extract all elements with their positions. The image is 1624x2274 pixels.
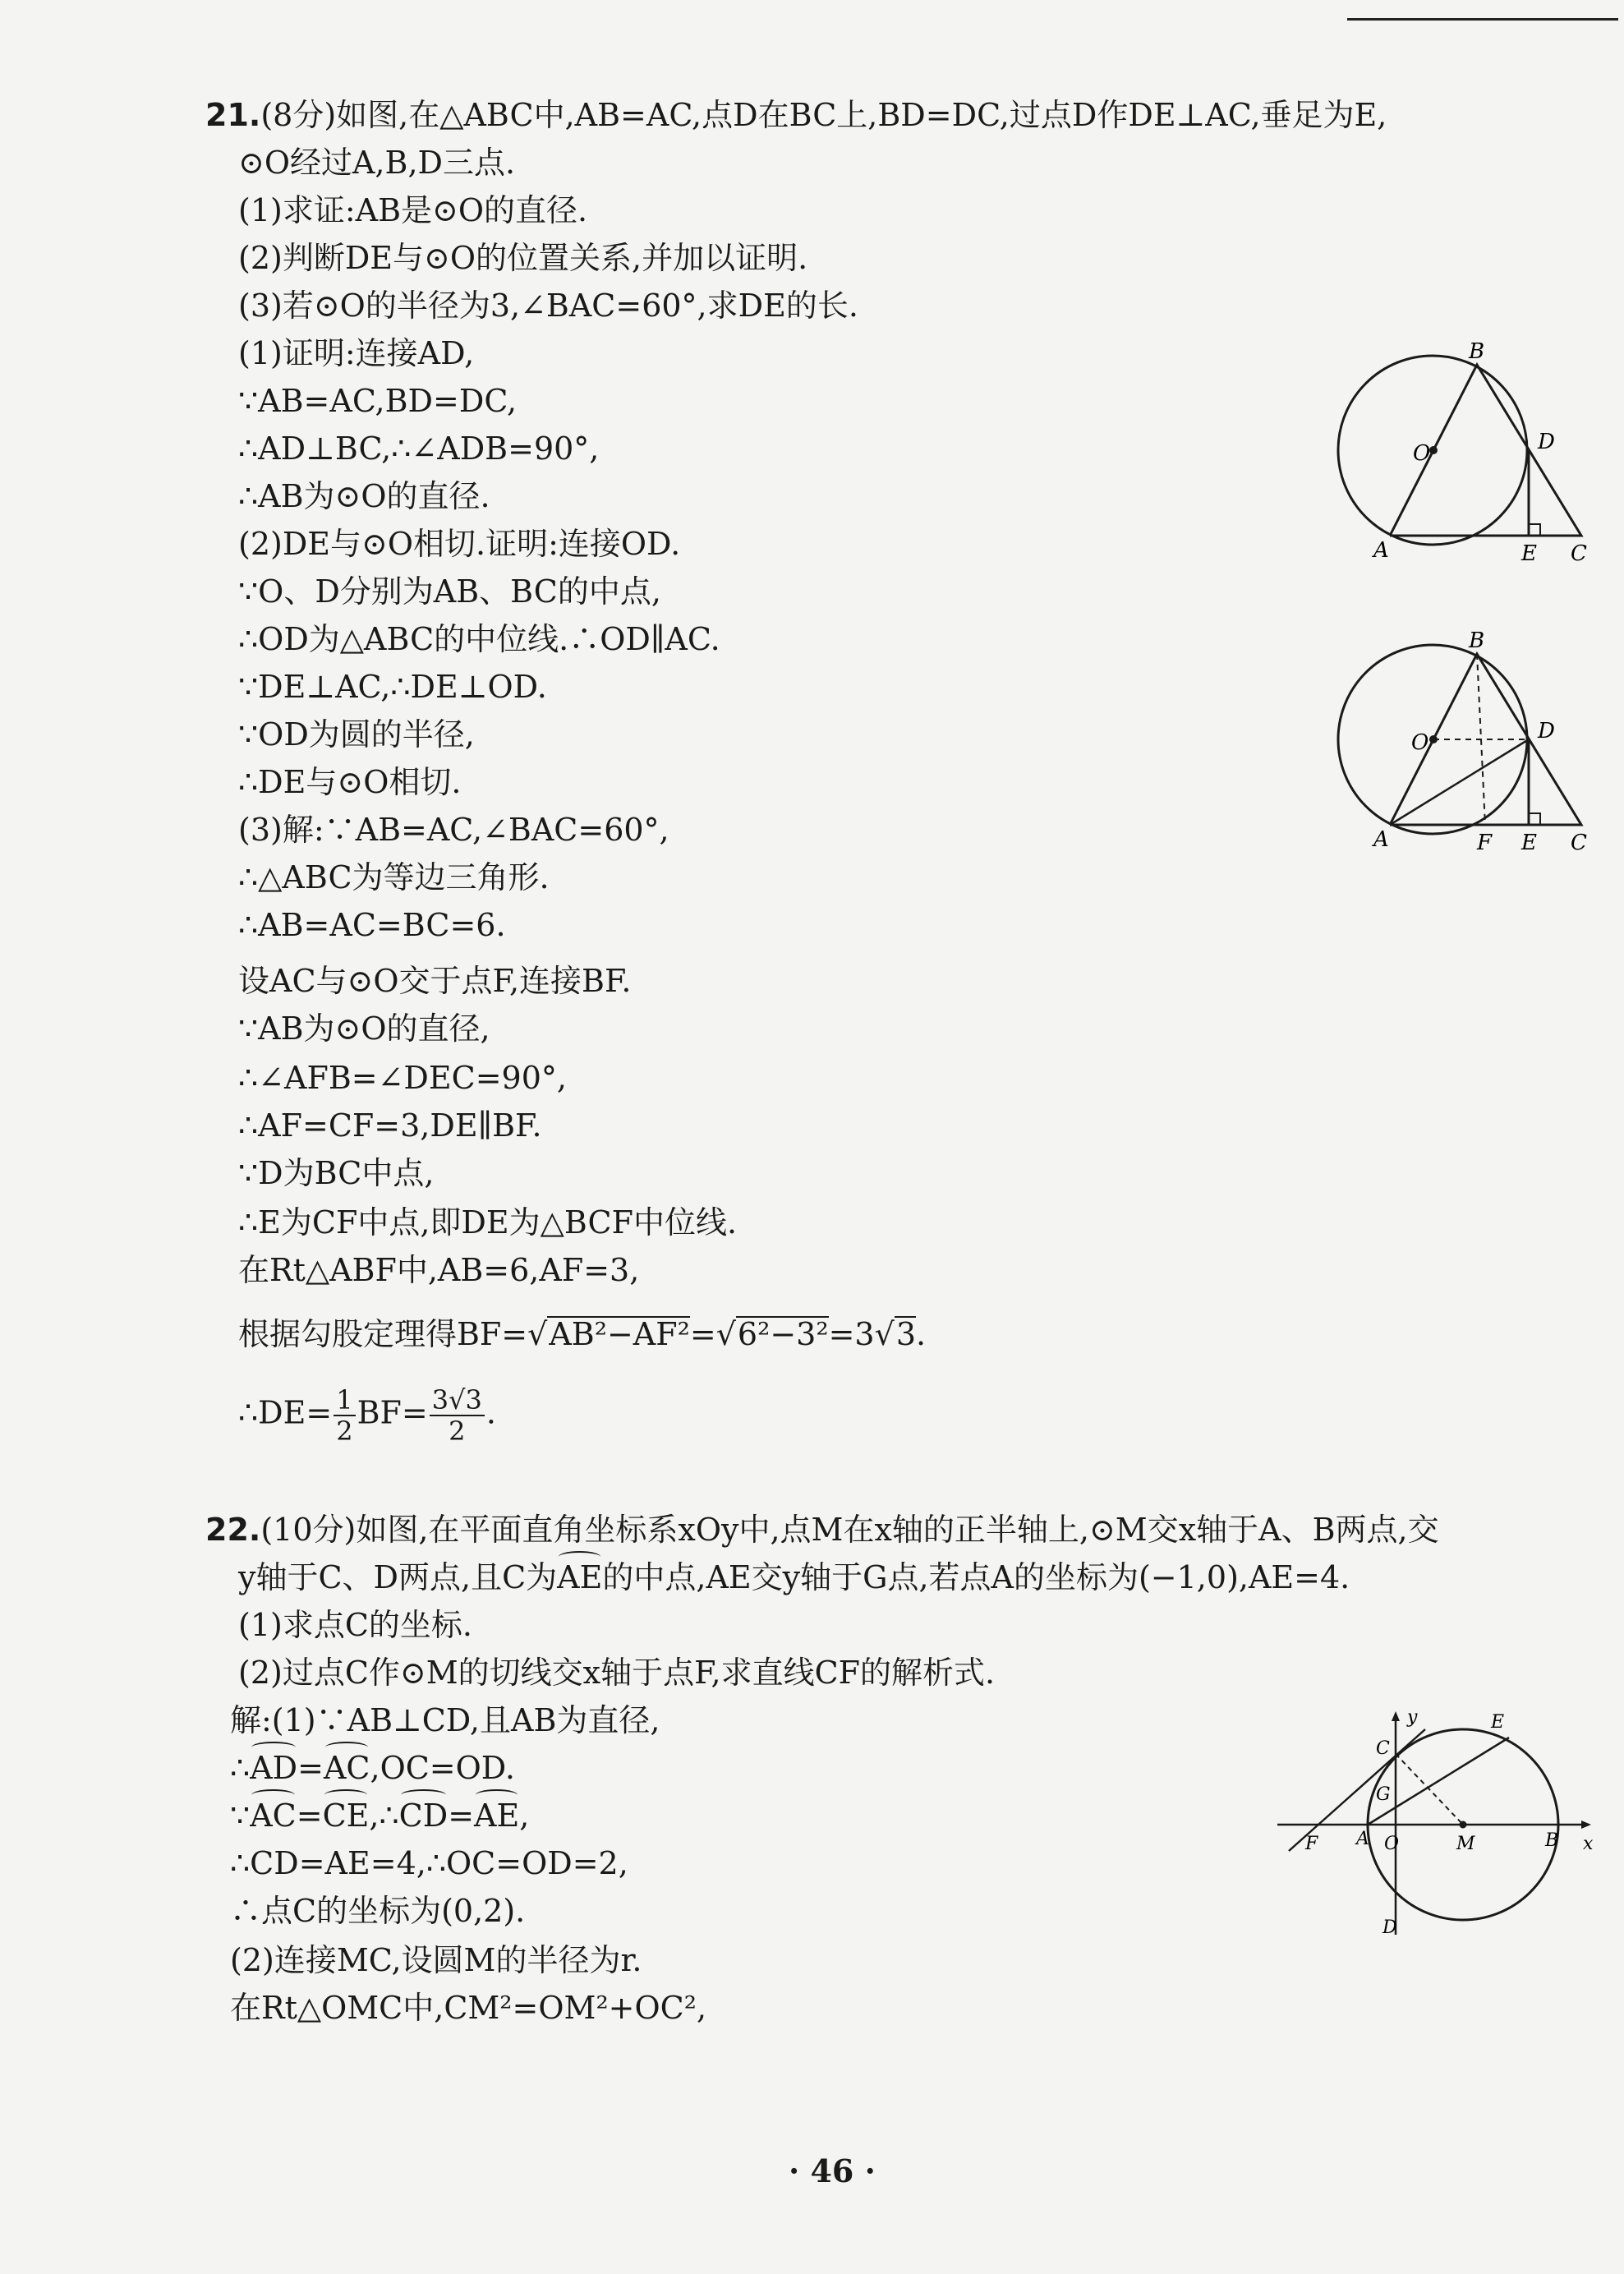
q21-sol-12: ∴△ABC为等边三角形. [238, 859, 550, 895]
q21-sol-6: ∵O、D分别为AB、BC的中点, [238, 573, 661, 610]
y-axis-arrow [1392, 1711, 1400, 1721]
label-b: B [1545, 1830, 1559, 1851]
q21-sol-7: ∴OD为△ABC的中位线.∴OD∥AC. [238, 621, 720, 657]
q21-part-1: (1)求证:AB是⊙O的直径. [238, 192, 588, 228]
arc-ae: AE [557, 1556, 602, 1599]
label-f: F [1305, 1834, 1318, 1854]
q21-line-2: ⊙O经过A,B,D三点. [238, 145, 516, 181]
q22-line-2: y轴于C、D两点,且C为AE的中点,AE交y轴于G点,若点A的坐标为(−1,0),AE=4. [238, 1556, 1350, 1599]
q21-sol-13: ∴AB=AC=BC=6. [238, 907, 506, 943]
q22-sol-3: ∵AC=CE,∴CD=AE, [230, 1794, 529, 1837]
label-d: D [1382, 1917, 1397, 1938]
q22-part-1: (1)求点C的坐标. [238, 1607, 472, 1643]
figure-21-2 [1331, 624, 1594, 871]
fraction-3root3-over-2: $\frac{3√3}{2}$ [430, 1385, 485, 1446]
q21-sol-4: ∴AB为⊙O的直径. [238, 478, 490, 514]
q22-number: 22. [205, 1512, 261, 1548]
q21-sol-14: 设AC与⊙O交于点F,连接BF. [238, 963, 632, 999]
page-number: · 46 · [789, 2152, 876, 2189]
label-o: O [1411, 730, 1429, 755]
label-b: B [1469, 339, 1485, 364]
label-a: A [1373, 827, 1389, 852]
q21-sol-11: (3)解:∵AB=AC,∠BAC=60°, [238, 812, 669, 848]
label-e: E [1491, 1712, 1505, 1733]
sqrt-6-3: 6²−3² [737, 1316, 829, 1352]
center-m [1460, 1821, 1467, 1829]
q21-line-1: 21.(8分)如图,在△ABC中,AB=AC,点D在BC上,BD=DC,过点D作DE⊥AC,垂足为E, [205, 97, 1387, 133]
label-e: E [1521, 541, 1537, 566]
label-e: E [1521, 831, 1537, 855]
label-g: G [1376, 1784, 1391, 1805]
top-rule [1347, 18, 1618, 21]
x-axis-arrow [1581, 1821, 1591, 1829]
q22-sol-7: 在Rt△OMC中,CM²=OM²+OC², [230, 1990, 707, 2026]
label-c: C [1571, 541, 1587, 566]
figure-22 [1269, 1705, 1598, 1943]
segment-mc [1396, 1754, 1463, 1825]
q21-sol-5: (2)DE与⊙O相切.证明:连接OD. [238, 526, 681, 562]
label-d: D [1538, 430, 1555, 454]
center-o [1429, 446, 1438, 454]
label-d: D [1538, 719, 1555, 743]
label-b: B [1469, 628, 1485, 653]
q21-sol-9: ∵OD为圆的半径, [238, 716, 475, 753]
q22-sol-1: 解:(1)∵AB⊥CD,且AB为直径, [230, 1702, 660, 1738]
q21-sol-17: ∴AF=CF=3,DE∥BF. [238, 1107, 542, 1144]
q22-line-1: 22.(10分)如图,在平面直角坐标系xOy中,点M在x轴的正半轴上,⊙M交x轴于A、B两点,交 [205, 1512, 1439, 1548]
q21-sol-1: (1)证明:连接AD, [238, 335, 475, 371]
q21-sol-10: ∴DE与⊙O相切. [238, 764, 462, 800]
q22-part-2: (2)过点C作⊙M的切线交x轴于点F,求直线CF的解析式. [238, 1655, 996, 1691]
label-a: A [1373, 538, 1389, 563]
q21-sol-19: ∴E为CF中点,即DE为△BCF中位线. [238, 1204, 738, 1241]
q21-sol-3: ∴AD⊥BC,∴∠ADB=90°, [238, 430, 600, 467]
label-y: y [1407, 1707, 1418, 1728]
q21-sol-16: ∴∠AFB=∠DEC=90°, [238, 1060, 567, 1096]
figure-21-1 [1331, 329, 1594, 575]
q21-sol-15: ∵AB为⊙O的直径, [238, 1010, 490, 1047]
q22-sol-2: ∴AD=AC,OC=OD. [230, 1747, 515, 1789]
label-m: M [1456, 1834, 1475, 1854]
q22-sol-4: ∴CD=AE=4,∴OC=OD=2, [230, 1845, 628, 1881]
right-angle-mark [1529, 524, 1540, 536]
fraction-half: $\frac{1}{2}$ [334, 1385, 355, 1446]
q22-sol-6: (2)连接MC,设圆M的半径为r. [230, 1942, 642, 1978]
q21-sol-18: ∵D为BC中点, [238, 1155, 435, 1191]
label-f: F [1477, 831, 1493, 855]
right-angle-mark [1529, 813, 1540, 825]
q22-sol-5: ∴点C的坐标为(0,2). [230, 1893, 526, 1929]
label-o: O [1413, 441, 1431, 466]
label-o: O [1384, 1834, 1400, 1854]
label-c: C [1376, 1738, 1390, 1759]
label-x: x [1583, 1834, 1594, 1854]
sqrt-ab-af: AB²−AF² [549, 1316, 690, 1352]
center-o [1429, 735, 1438, 743]
q21-sol-8: ∵DE⊥AC,∴DE⊥OD. [238, 669, 547, 705]
q21-part-3: (3)若⊙O的半径为3,∠BAC=60°,求DE的长. [238, 288, 858, 324]
q21-sol-22: ∴DE= $\frac{1}{2}$ BF= $\frac{3√3}{2}$ . [238, 1384, 496, 1447]
label-a: A [1356, 1829, 1369, 1849]
label-c: C [1571, 831, 1587, 855]
q21-sol-21: 根据勾股定理得BF=√AB²−AF²=√6²−3²=3√3. [238, 1316, 927, 1352]
q21-number: 21. [205, 97, 261, 133]
q21-sol-20: 在Rt△ABF中,AB=6,AF=3, [238, 1252, 640, 1288]
q21-part-2: (2)判断DE与⊙O的位置关系,并加以证明. [238, 240, 808, 276]
sqrt-3: 3 [895, 1316, 917, 1352]
q21-sol-2: ∵AB=AC,BD=DC, [238, 383, 518, 419]
